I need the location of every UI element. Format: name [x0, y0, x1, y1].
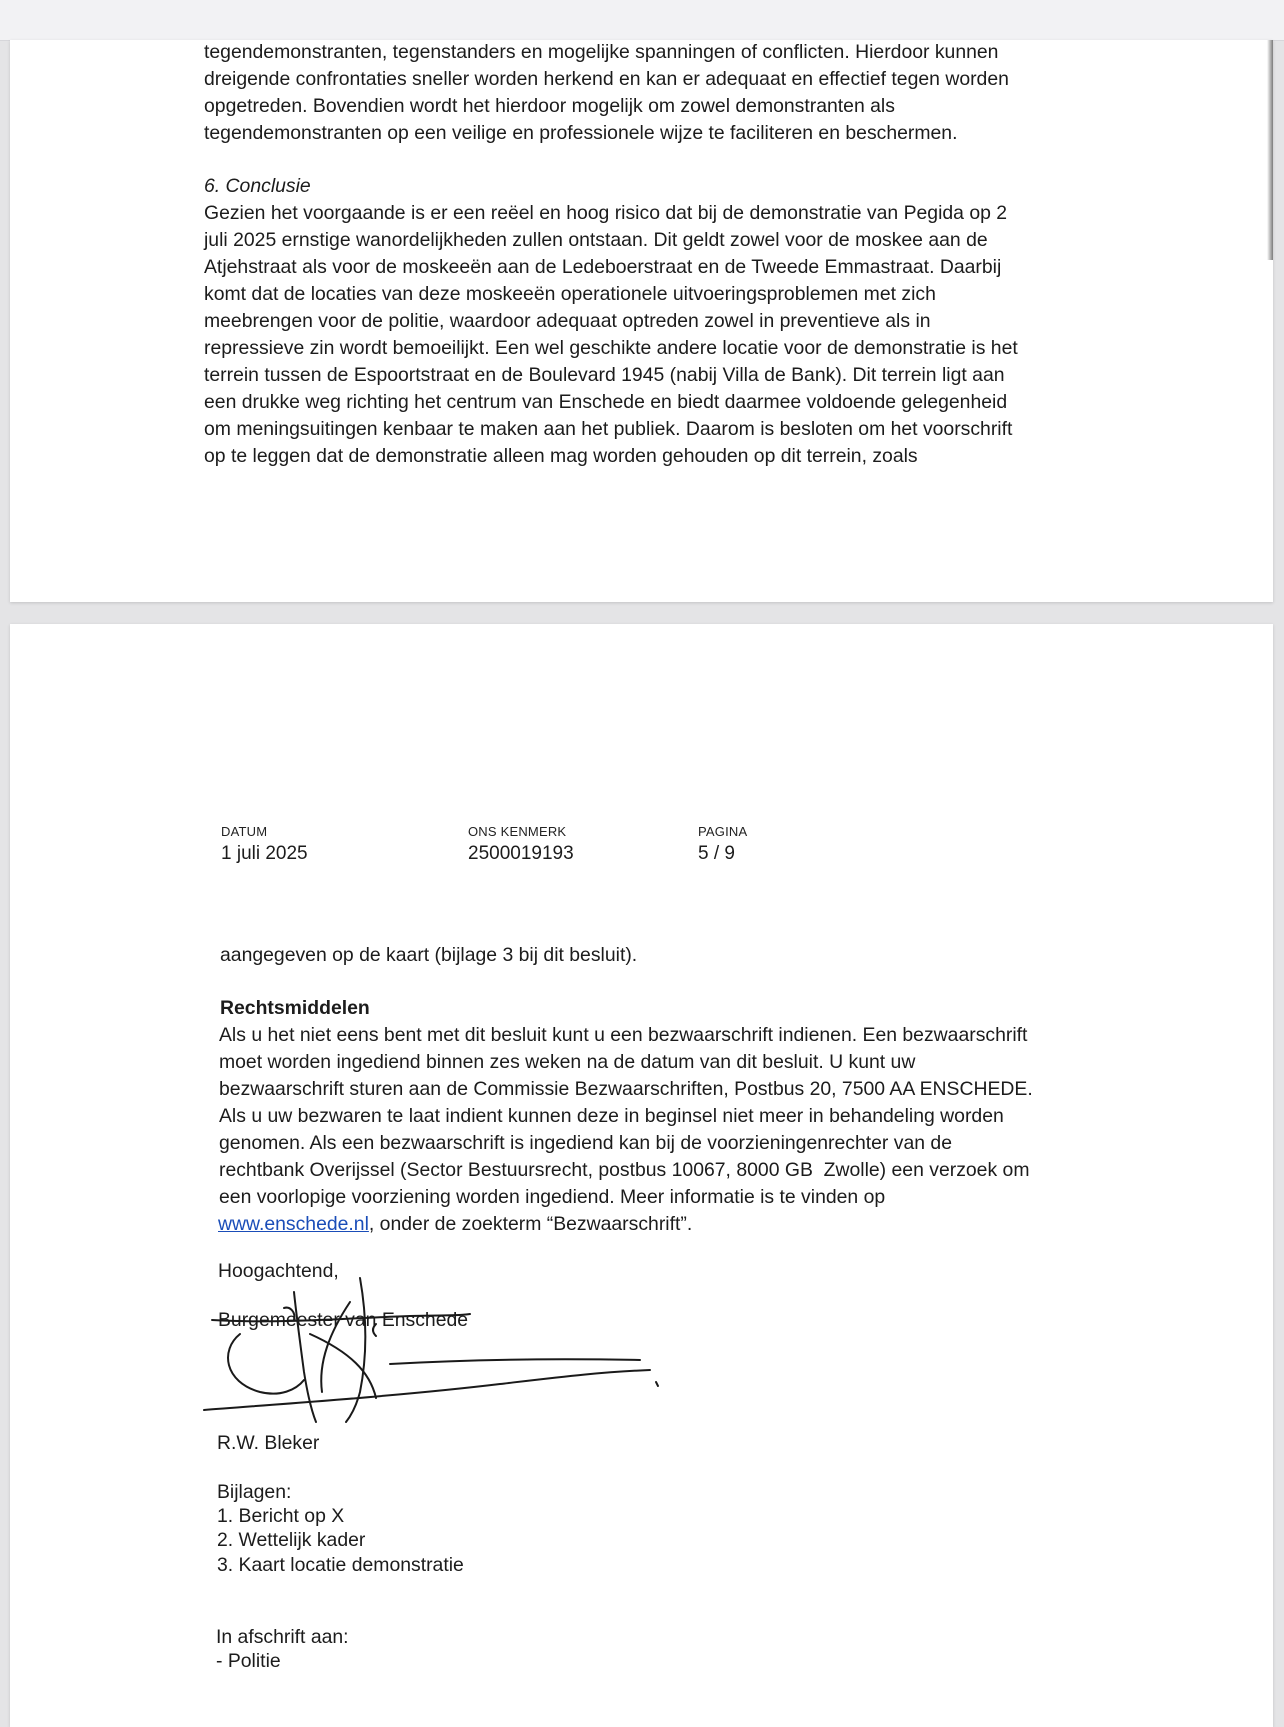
body-line: terrein tussen de Espoortstraat en de Boulevard 1945 (nabij Villa de Bank). Dit terrein ligt aan: [204, 364, 1005, 386]
viewer-top-bar: [0, 0, 1284, 41]
signatory-title: Burgemeester van Enschede: [218, 1309, 469, 1331]
body-line: genomen. Als een bezwaarschrift is ingediend kan bij de voorzieningenrechter van de: [219, 1132, 952, 1154]
body-line: bezwaarschrift sturen aan de Commissie Bezwaarschriften, Postbus 20, 7500 AA ENSCHEDE.: [219, 1078, 1033, 1100]
body-line: Als u het niet eens bent met dit besluit kunt u een bezwaarschrift indienen. Een bezwaarschrift: [219, 1024, 1028, 1046]
afschrift-heading: In afschrift aan:: [216, 1626, 349, 1648]
bijlagen-heading: Bijlagen:: [217, 1481, 292, 1503]
body-line: een voorlopige voorziening worden ingediend. Meer informatie is te vinden op: [219, 1186, 886, 1208]
body-line: opgetreden. Bovendien wordt het hierdoor mogelijk om zowel demonstranten als: [204, 95, 895, 117]
body-line: repressieve zin wordt bemoeilijkt. Een wel geschikte andere locatie voor de demonstratie is het: [204, 337, 1018, 359]
afschrift-item: - Politie: [216, 1650, 281, 1672]
section-heading-rechtsmiddelen: Rechtsmiddelen: [220, 997, 370, 1019]
body-line: Gezien het voorgaande is er een reëel en hoog risico dat bij de demonstratie van Pegida op 2: [204, 202, 1008, 224]
body-line: juli 2025 ernstige wanordelijkheden zullen ontstaan. Dit geldt zowel voor de moskee aan de: [204, 229, 988, 251]
bijlage-item: 2. Wettelijk kader: [217, 1529, 366, 1551]
body-line: tegendemonstranten op een veilige en professionele wijze te faciliteren en beschermen.: [204, 122, 958, 144]
body-line: een drukke weg richting het centrum van Enschede en biedt daarmee voldoende gelegenheid: [204, 391, 1008, 413]
meta-kenmerk-value: 2500019193: [468, 843, 574, 864]
meta-pagina-label: PAGINA: [698, 824, 748, 839]
signatory-name: R.W. Bleker: [217, 1432, 320, 1454]
link-suffix: , onder de zoekterm “Bezwaarschrift”.: [368, 1213, 693, 1235]
body-line: moet worden ingediend binnen zes weken na de datum van dit besluit. U kunt uw: [219, 1051, 916, 1073]
body-line: op te leggen dat de demonstratie alleen mag worden gehouden op dit terrein, zoals: [204, 445, 918, 467]
meta-kenmerk-label: ONS KENMERK: [468, 824, 567, 839]
body-line: Atjehstraat als voor de moskeeën aan de Ledeboerstraat en de Tweede Emmastraat. Daarbij: [204, 256, 1002, 278]
body-line: komt dat de locaties van deze moskeeën operationele uitvoeringsproblemen met zich: [204, 283, 936, 305]
body-line: tegendemonstranten, tegenstanders en mogelijke spanningen of conflicten. Hierdoor kunnen: [204, 41, 999, 63]
page-edge-shadow: [1267, 40, 1273, 260]
closing-line: Hoogachtend,: [218, 1260, 339, 1282]
handwritten-signature: [200, 1272, 660, 1432]
section-heading-conclusie: 6. Conclusie: [204, 175, 311, 197]
meta-datum-label: DATUM: [221, 824, 268, 839]
body-line: dreigende confrontaties sneller worden herkend en kan er adequaat en effectief tegen worden: [204, 68, 1009, 90]
link-line: [218, 1211, 692, 1238]
body-line: meebrengen voor de politie, waardoor adequaat optreden zowel in preventieve als in: [204, 310, 931, 332]
body-line: rechtbank Overijssel (Sector Bestuursrecht, postbus 10067, 8000 GB Zwolle) een verzoek om: [219, 1159, 1030, 1181]
body-line: Als u uw bezwaren te laat indient kunnen deze in beginsel niet meer in behandeling worden: [219, 1105, 1004, 1127]
website-link[interactable]: www.enschede.nl: [218, 1213, 369, 1235]
meta-datum-value: 1 juli 2025: [221, 843, 308, 864]
bijlage-item: 3. Kaart locatie demonstratie: [217, 1554, 464, 1576]
body-line: aangegeven op de kaart (bijlage 3 bij dit besluit).: [220, 944, 638, 966]
body-line: om meningsuitingen kenbaar te maken aan het publiek. Daarom is besloten om het voorschrift: [204, 418, 1013, 440]
meta-pagina-value: 5 / 9: [698, 843, 735, 864]
bijlage-item: 1. Bericht op X: [217, 1505, 345, 1527]
